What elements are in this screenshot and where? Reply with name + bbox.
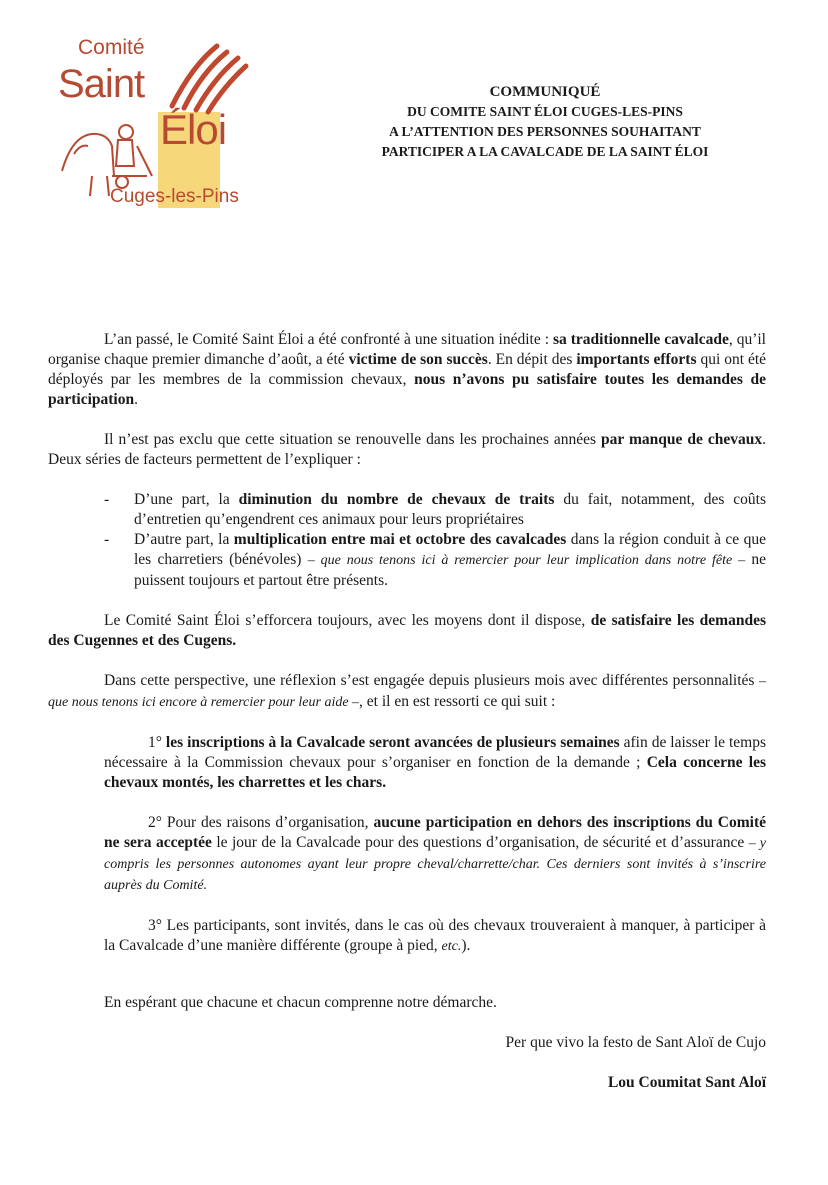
header-line-4: PARTICIPER A LA CAVALCADE DE LA SAINT ÉLOI <box>381 144 709 159</box>
numbered-point-2 <box>48 813 766 896</box>
paragraph-4 <box>48 671 766 713</box>
numbered-point-3 <box>48 916 766 957</box>
paragraph-2 <box>48 430 766 470</box>
text: du fait, notamment, des coûts d’entretien qu’engendrent ces animaux pour leurs propriétaires <box>134 491 766 528</box>
text: ne puissent toujours et partout être présents. <box>134 551 767 589</box>
italic-text: – que nous tenons ici à remercier pour leur implication dans notre fête – <box>307 553 746 568</box>
numbered-point-1 <box>48 733 766 793</box>
text: le jour de la Cavalcade pour des questions d’organisation, de sécurité et d’assurance <box>211 834 749 851</box>
signature: Lou Coumitat Sant Aloï <box>607 1074 766 1091</box>
text: D’une part, la <box>134 491 239 508</box>
text: . En dépit des <box>487 351 577 368</box>
committee-logo <box>52 36 252 216</box>
list-item <box>48 490 766 530</box>
text: 1° <box>148 734 166 751</box>
text: Le Comité Saint Éloi s’efforcera toujours, avec les moyens dont il dispose, <box>104 612 591 629</box>
document-header <box>340 82 750 162</box>
italic-text: – y compris les personnes autonomes ayant leur propre cheval/charrette/char. Ces derniers sont invités à s’inscrire auprès du Comité. <box>104 836 766 893</box>
logo-text-comite: Comité <box>78 36 145 59</box>
factors-list <box>48 490 766 591</box>
text: ). <box>461 937 471 954</box>
bold-text: diminution du nombre de chevaux de traits <box>238 491 555 508</box>
paragraph-1 <box>48 330 766 410</box>
text: D’autre part, la <box>134 531 234 548</box>
text: 3° Les participants, sont invités, dans le cas où des chevaux trouveraient à manquer, à participer à la Cavalcade d’une manière différente (groupe à pied, <box>104 917 766 954</box>
text: . <box>134 391 138 408</box>
bold-text: nous n’avons pu satisfaire toutes les demandes de participation <box>48 371 766 408</box>
italic-text: – que nous tenons ici encore à remercier pour leur aide – <box>48 674 766 710</box>
text: , qu’il organise chaque premier dimanche d’août, a été <box>48 331 766 368</box>
bold-text: importants efforts <box>576 351 697 368</box>
document-body <box>48 330 766 1093</box>
list-item <box>48 530 766 591</box>
bold-text: aucune participation en dehors des inscriptions du Comité ne sera acceptée <box>104 814 766 851</box>
text: Il n’est pas exclu que cette situation se renouvelle dans les prochaines années <box>104 431 602 448</box>
logo-text-town: Cuges-les-Pins <box>110 186 239 207</box>
bold-text: de satisfaire les demandes des Cugennes et des Cugens. <box>48 612 766 649</box>
list-dash: - <box>104 531 110 548</box>
logo-text-eloi: Éloi <box>160 106 227 153</box>
motto: Per que vivo la festo de Sant Aloï de Cujo <box>505 1034 766 1051</box>
logo-text-saint: Saint <box>58 62 145 106</box>
header-line-3: A L’ATTENTION DES PERSONNES SOUHAITANT <box>389 124 701 139</box>
text: Dans cette perspective, une réflexion s’est engagée depuis plusieurs mois avec différentes personnalités <box>104 672 759 689</box>
text: 2° Pour des raisons d’organisation, <box>148 814 374 831</box>
bold-text: les inscriptions à la Cavalcade seront avancées de plusieurs semaines <box>165 734 620 751</box>
header-title: COMMUNIQUÉ <box>489 84 601 100</box>
bold-text: victime de son succès <box>348 351 488 368</box>
bold-text: multiplication entre mai et octobre des cavalcades <box>233 531 567 548</box>
bold-text: sa traditionnelle cavalcade <box>552 331 729 348</box>
text: afin de laisser le temps nécessaire à la Commission chevaux pour s’organiser en fonction de la demande ; <box>104 734 766 771</box>
list-dash: - <box>104 491 110 508</box>
italic-text: etc. <box>441 939 462 954</box>
text: . Deux séries de facteurs permettent de l’expliquer : <box>48 431 767 468</box>
header-line-2: DU COMITE SAINT ÉLOI CUGES-LES-PINS <box>407 104 683 119</box>
text: dans la région conduit à ce que les charretiers (bénévoles) <box>134 531 766 568</box>
closing-sentence: En espérant que chacune et chacun comprenne notre démarche. <box>104 994 497 1011</box>
text: L’an passé, le Comité Saint Éloi a été confronté à une situation inédite : <box>104 331 553 348</box>
text: qui ont été déployés par les membres de la commission chevaux, <box>48 351 767 388</box>
paragraph-3 <box>48 611 766 651</box>
text: , et il en est ressorti ce qui suit : <box>359 693 556 710</box>
bold-text: Cela concerne les chevaux montés, les charrettes et les chars. <box>104 754 766 791</box>
bold-text: par manque de chevaux <box>601 431 763 448</box>
